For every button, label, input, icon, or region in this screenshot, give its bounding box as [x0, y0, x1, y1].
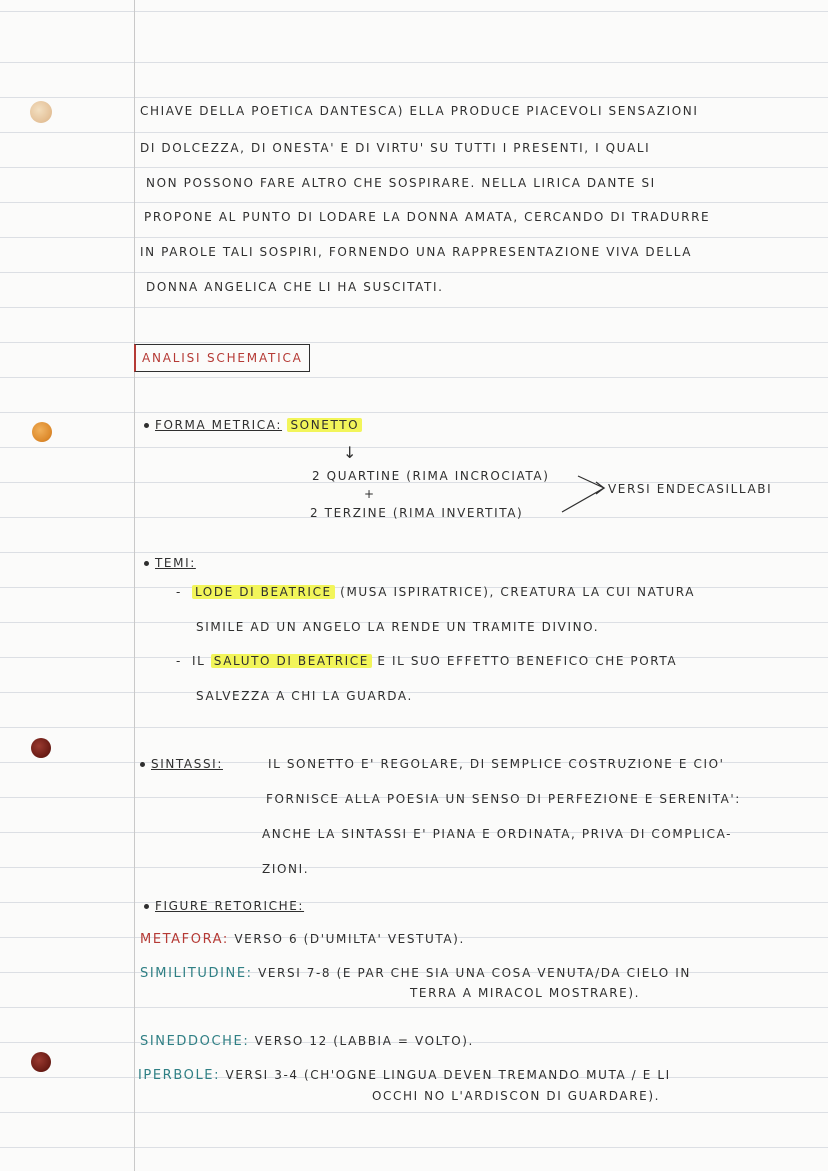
temi-item-2-rest: E IL SUO EFFETTO BENEFICO CHE PORTA: [377, 654, 678, 668]
temi-item-1-highlight: LODE DI BEATRICE: [192, 585, 335, 599]
sintassi-line-1: IL SONETTO E' REGOLARE, DI SEMPLICE COSTRUZIONE E CIO': [268, 757, 725, 771]
sineddoche-row: [140, 1034, 474, 1049]
temi-item-2: [176, 654, 677, 668]
versi-text: VERSI ENDECASILLABI: [608, 482, 773, 496]
forma-value: SONETTO: [287, 418, 362, 432]
forma-label: FORMA METRICA:: [155, 418, 283, 432]
temi-item-2-highlight: SALUTO DI BEATRICE: [211, 654, 372, 668]
section-title: ANALISI SCHEMATICA: [134, 344, 310, 372]
figure-row: [144, 899, 304, 913]
similitudine-label: SIMILITUDINE:: [140, 966, 253, 981]
metafora-text: VERSO 6 (D'UMILTA' VESTUTA).: [234, 932, 465, 946]
intro-line-4: PROPONE AL PUNTO DI LODARE LA DONNA AMATA, CERCANDO DI TRADURRE: [144, 210, 711, 224]
temi-row: [144, 556, 196, 570]
sineddoche-label: SINEDDOCHE:: [140, 1034, 250, 1049]
temi-item-1-rest: (MUSA ISPIRATRICE), CREATURA LA CUI NATURA: [340, 585, 696, 599]
bullet-icon: [140, 762, 145, 767]
sineddoche-text: VERSO 12 (LABBIA = VOLTO).: [254, 1034, 474, 1048]
sintassi-line-3: ANCHE LA SINTASSI E' PIANA E ORDINATA, PRIVA DI COMPLICA-: [262, 827, 733, 841]
arrow-down-icon: ↓: [343, 443, 359, 462]
temi-item-2-pre: IL: [191, 654, 206, 668]
iperbole-row: [138, 1068, 671, 1083]
bullet-icon: [144, 561, 149, 566]
iperbole-label: IPERBOLE:: [138, 1068, 221, 1083]
similitudine-text-2: TERRA A MIRACOL MOSTRARE).: [410, 986, 641, 1000]
plus-sign: +: [364, 487, 376, 501]
iperbole-text: VERSI 3-4 (CH'OGNE LINGUA DEVEN TREMANDO MUTA / E LI: [225, 1068, 671, 1082]
sintassi-line-2: FORNISCE ALLA POESIA UN SENSO DI PERFEZIONE E SERENITA':: [266, 792, 741, 806]
intro-line-2: DI DOLCEZZA, DI ONESTA' E DI VIRTU' SU TUTTI I PRESENTI, I QUALI: [140, 141, 651, 155]
sintassi-line-4: ZIONI.: [262, 862, 310, 876]
similitudine-text: VERSI 7-8 (E PAR CHE SIA UNA COSA VENUTA/DA CIELO IN: [258, 966, 691, 980]
similitudine-row: [140, 966, 691, 981]
figure-label: FIGURE RETORICHE:: [155, 899, 305, 913]
metafora-row: [140, 932, 465, 947]
terzine-text: 2 TERZINE (RIMA INVERTITA): [310, 506, 524, 520]
intro-line-1: CHIAVE DELLA POETICA DANTESCA) ELLA PRODUCE PIACEVOLI SENSAZIONI: [140, 104, 699, 118]
temi-item-1-line-2: SIMILE AD UN ANGELO LA RENDE UN TRAMITE DIVINO.: [196, 620, 600, 634]
iperbole-text-2: OCCHI NO L'ARDISCON DI GUARDARE).: [372, 1089, 661, 1103]
dash-icon: -: [176, 654, 182, 668]
temi-label: TEMI:: [155, 556, 196, 570]
temi-item-1: [176, 585, 695, 599]
intro-line-6: DONNA ANGELICA CHE LI HA SUSCITATI.: [146, 280, 444, 294]
dash-icon: -: [176, 585, 182, 599]
metafora-label: METAFORA:: [140, 932, 229, 947]
quartine-text: 2 QUARTINE (RIMA INCROCIATA): [312, 469, 550, 483]
temi-item-2-line-2: SALVEZZA A CHI LA GUARDA.: [196, 689, 413, 703]
sintassi-label: SINTASSI:: [151, 757, 223, 771]
intro-line-5: IN PAROLE TALI SOSPIRI, FORNENDO UNA RAPPRESENTAZIONE VIVA DELLA: [140, 245, 693, 259]
sintassi-row: [140, 757, 223, 771]
intro-line-3: NON POSSONO FARE ALTRO CHE SOSPIRARE. NELLA LIRICA DANTE SI: [146, 176, 656, 190]
bullet-icon: [144, 904, 149, 909]
